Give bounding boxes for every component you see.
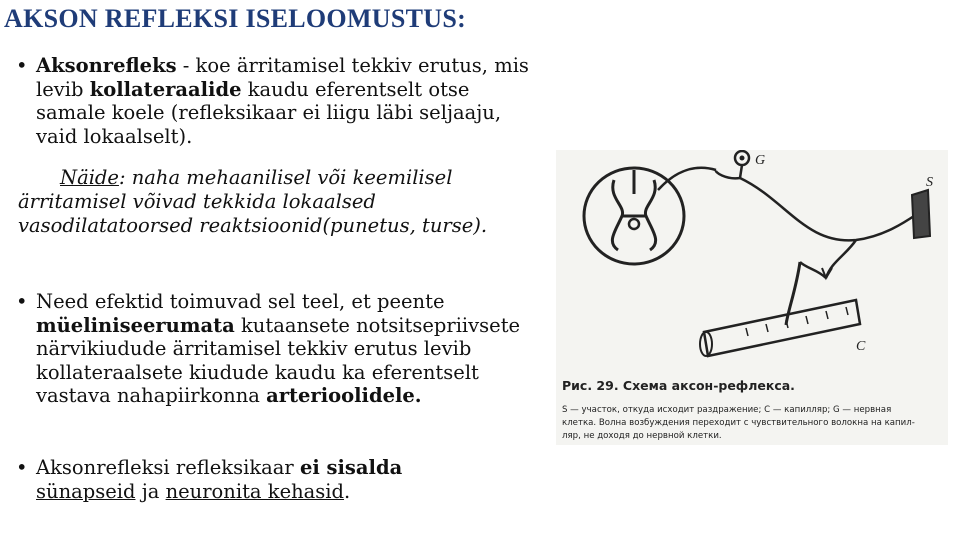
bullet-text — [36, 290, 521, 408]
slide-title: AKSON REFLEKSI ISELOOMUSTUS: — [4, 4, 467, 33]
label-c: C — [856, 339, 866, 354]
label-s: S — [926, 175, 933, 190]
text-part: kutaansete notsitsepriivsete närvikiudude ärritamisel tekkiv erutus levib kollateraalsete kiudude kaudu ka eferentselt vastava nahapiirkonna — [36, 313, 521, 407]
axon-reflex-figure — [556, 150, 948, 445]
term-neuronita-kehasid: neuronita kehasid — [165, 479, 345, 503]
text-part: Aksonrefleksi refleksikaar — [36, 456, 300, 479]
term-synapseid: sünapseid — [36, 479, 136, 503]
term-kollateraalide: kollateraalide — [89, 77, 242, 101]
bullet-text — [36, 456, 456, 503]
caption-title: Рис. 29. Схема аксон-рефлекса. — [562, 378, 795, 393]
receptor-area-s — [912, 190, 930, 238]
text-part: . — [344, 479, 351, 503]
bullet-axon-reflex — [16, 54, 531, 148]
axon-reflex-diagram — [556, 150, 948, 445]
text-part: ja — [135, 479, 166, 503]
bullet-reflex-arc — [16, 456, 456, 503]
example-paragraph — [18, 166, 538, 238]
text-part: Need efektid toimuvad sel teel, et peente — [36, 290, 445, 313]
cell-stem — [716, 165, 742, 178]
bullet-dot: • — [16, 290, 28, 313]
term-ei-sisalda: ei sisalda — [299, 456, 403, 479]
caption-line-1: S — участок, откуда исходит раздражение; C — капилляр; G — нервная — [562, 405, 892, 415]
term-arterioolidele: arterioolidele. — [266, 384, 422, 407]
bullet-text — [36, 54, 531, 148]
bullet-dot: • — [16, 456, 28, 479]
bullet-dot: • — [16, 54, 28, 77]
central-canal — [629, 219, 639, 229]
term-myeliniseerumata: müeliniseerumata — [36, 313, 235, 337]
text-part: kaudu eferentselt otse samale koele (refleksikaar ei liigu läbi seljaaju, vaid lokaalselt). — [36, 77, 502, 148]
label-g: G — [755, 153, 766, 168]
nerve-cell-nucleus — [740, 156, 745, 161]
example-text: : naha mehaanilisel või keemilisel ärritamisel võivad tekkida lokaalsed vasodilatatoorsed reaktsioonid(punetus, turse). — [18, 166, 488, 237]
sensory-fiber — [740, 178, 920, 240]
capillary-c — [704, 300, 860, 356]
example-lead: Näide — [60, 166, 119, 189]
text-part: - koe ärritamisel tekkiv erutus, mis levib — [36, 54, 529, 101]
term-aksonrefleks: Aksonrefleks — [36, 54, 177, 77]
bullet-effects — [16, 290, 521, 408]
caption-line-2: клетка. Волна возбуждения переходит с чувствительного волокна на капил- — [562, 418, 915, 428]
caption-line-3: ляр, не доходя до нервной клетки. — [562, 431, 722, 441]
